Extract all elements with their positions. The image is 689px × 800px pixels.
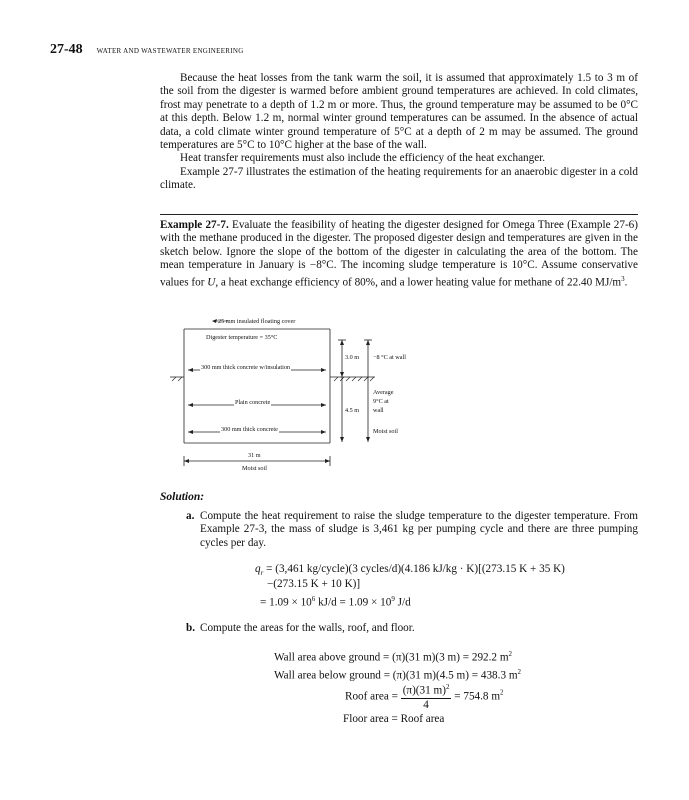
eq-lhs: q [255, 563, 261, 575]
digester-temp-label: Digester temperature = 35°C [206, 334, 278, 341]
avg-temp-line1: Average [373, 389, 394, 396]
roof-eq [345, 681, 504, 713]
roof-result: = 754.8 m [451, 690, 501, 703]
roof-fraction [401, 681, 452, 713]
eq-exp-b: 9 [391, 595, 395, 603]
example-text-continued: , a heat exchange efficiency of 80%, and a lower heating value for methane of 22.40 MJ/m [215, 276, 622, 289]
roof-num-text: (π)(31 m) [402, 684, 446, 697]
eq-result-b: kJ/d = 1.09 × 10 [315, 596, 392, 609]
height-below-label: 4.5 m [345, 407, 360, 414]
example-divider [160, 214, 638, 215]
avg-temp-line2: 9°C at [373, 398, 389, 405]
intro-text [160, 72, 638, 193]
example-label: Example 27-7. [160, 219, 229, 231]
width-label: 31 m [248, 452, 261, 459]
roof-denominator: 4 [423, 699, 429, 712]
avg-temp-line3: wall [373, 407, 384, 414]
wall-above-eq [274, 648, 512, 665]
u-symbol: U [207, 276, 216, 289]
moist-soil-side-label: Moist soil [373, 428, 398, 435]
digester-sketch [170, 318, 470, 478]
height-above-label: 3.0 m [345, 354, 360, 361]
ground-hatching [170, 377, 374, 381]
eq-exp-a: 6 [311, 595, 316, 603]
air-temp-label: −8 °C at wall [373, 354, 406, 361]
plain-concrete-label: Plain concrete [235, 399, 271, 406]
step-b [186, 622, 638, 635]
wall-above-exp: 2 [508, 650, 513, 658]
step-b-text: Compute the areas for the walls, roof, and floor. [200, 622, 415, 634]
roof-label: Roof area = [345, 690, 401, 703]
page-header [50, 40, 244, 58]
sketch-lines [170, 318, 470, 478]
roof-num-exp: 2 [445, 683, 450, 691]
eq-line1: = (3,461 kg/cycle)(3 cycles/d)(4.186 kJ/kg · K)[(273.15 K + 35 K) [263, 563, 565, 575]
roof-numerator [401, 681, 452, 699]
cover-label: 25 mm insulated floating cover [218, 318, 296, 325]
eq-result-c: J/d [394, 596, 411, 609]
step-b-letter: b. [186, 622, 196, 634]
period: . [624, 276, 628, 289]
moist-soil-bottom-label: Moist soil [242, 465, 267, 472]
eq-a-line3 [260, 593, 411, 610]
eq-result-a: = 1.09 × 10 [260, 596, 312, 609]
step-a-letter: a. [186, 510, 195, 522]
wall-above-text: Wall area above ground = (π)(31 m)(3 m) = 292.2 m [274, 651, 509, 664]
wall-label: 300 mm thick concrete w/insulation [201, 364, 291, 371]
eq-lhs-sub: r [260, 569, 264, 578]
example-statement [160, 219, 638, 290]
roof-result-exp: 2 [500, 688, 504, 697]
wall-below-text: Wall area below ground = (π)(31 m)(4.5 m) = 438.3 m [274, 669, 518, 682]
intro-paragraph: Example 27-7 illustrates the estimation of the heating requirements for an anaerobic digester in a cold climate. [160, 165, 638, 192]
floor-label: 300 mm thick concrete [221, 426, 278, 433]
exponent: 3 [621, 274, 625, 283]
intro-paragraph: Because the heat losses from the tank warm the soil, it is assumed that approximately 1.5 to 3 m of the soil from the digester is warmed before ambient ground temperatures are achieved. In cold climates, frost may penetrate to a depth of 1.2 m or more. Thus, the ground temperature may be assumed to be 0°C at this depth. Below 1.2 m, normal winter ground temperatures can be assumed. In the absence of actual data, a cold climate winter ground temperature of 5°C at a depth of 2 m may be assumed. The ground temperatures are 5°C to 10°C higher at the base of the wall. [160, 72, 638, 152]
intro-paragraph: Heat transfer requirements must also include the efficiency of the heat exchanger. [180, 152, 546, 165]
floor-eq: Floor area = Roof area [343, 713, 445, 725]
example-text: Evaluate the feasibility of heating the digester designed for Omega Three (Example 27-6) with the methane produced in the digester. The proposed digester design and temperatures are given in the sketch below. Ignore the slope of the bottom of the digester in calculating the area of the bottom. The mean temperature in January is −8°C. The incoming sludge temperature is 10°C. Assume conservative values for [160, 219, 639, 289]
step-a [186, 510, 638, 550]
running-head: WATER AND WASTEWATER ENGINEERING [96, 47, 244, 55]
solution-heading: Solution: [160, 491, 205, 503]
step-a-text: Compute the heat requirement to raise the sludge temperature to the digester temperature. From Example 27-3, the mass of sludge is 3,461 kg per pumping cycle and there are three pumping cycles per day. [200, 510, 638, 549]
wall-below-exp: 2 [517, 668, 522, 676]
page-number: 27-48 [50, 42, 83, 57]
eq-a-line2: −(273.15 K + 10 K)] [267, 578, 361, 590]
